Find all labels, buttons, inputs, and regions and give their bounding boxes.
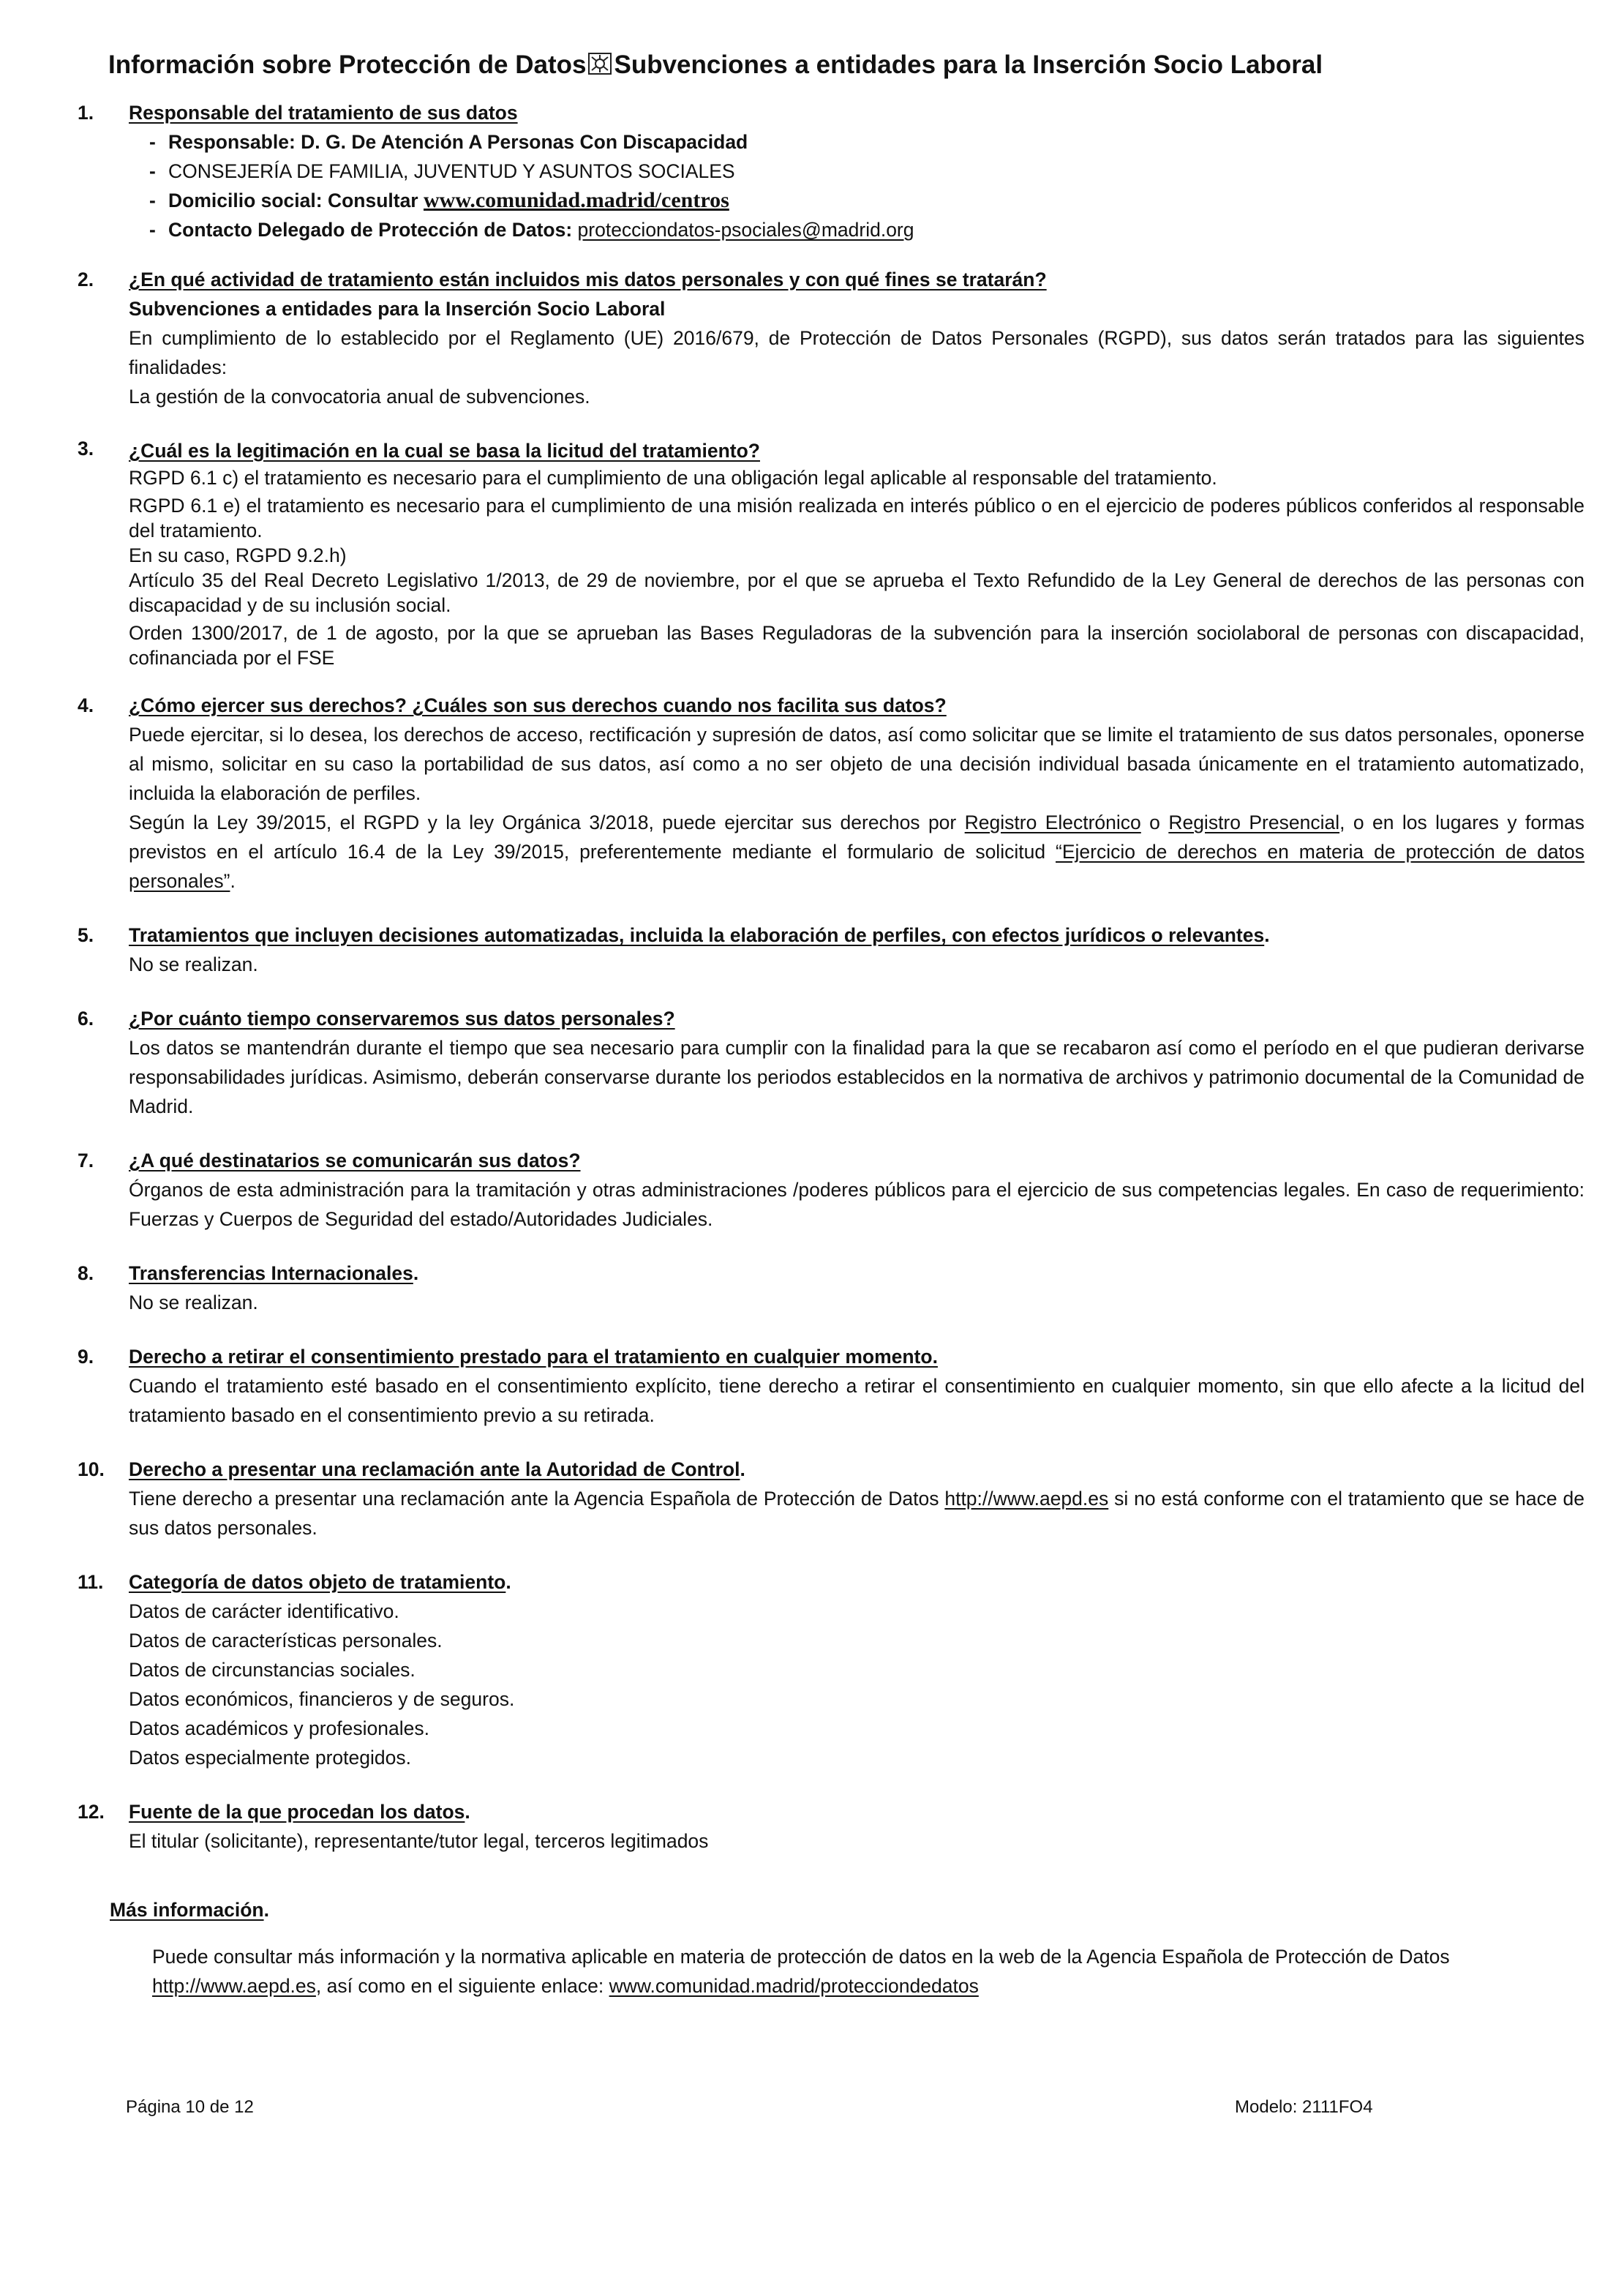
text-run: o [1140, 811, 1169, 833]
more-info-heading [110, 1895, 1500, 1924]
heading-text: Derecho a presentar una reclamación ante la Autoridad de Control [129, 1458, 740, 1480]
contacto-email-link[interactable]: protecciondatos-psociales@madrid.org [577, 219, 914, 241]
list-item: Datos de características personales. [129, 1630, 443, 1652]
section-paragraph: No se realizan. [129, 1292, 258, 1313]
sections-list [78, 98, 1584, 1856]
section-subheading: Subvenciones a entidades para la Inserción Socio Laboral [129, 298, 666, 320]
heading-text: Transferencias Internacionales [129, 1262, 413, 1284]
section-2 [78, 265, 1584, 411]
section-number: 3. [78, 438, 94, 460]
title-left: Información sobre Protección de Datos [108, 50, 587, 79]
contacto-item [149, 215, 1584, 244]
section-heading: ¿A qué destinatarios se comunicarán sus datos? [129, 1150, 581, 1172]
heading-tail: . [1264, 924, 1270, 946]
domicilio-label: Domicilio social: Consultar [168, 190, 424, 211]
section-paragraph: Puede ejercitar, si lo desea, los derechos de acceso, rectificación y supresión de datos, así como solicitar que se limite el tratamiento de sus datos personales, oponerse al mismo, solicitar en su caso la portabilidad de sus datos, así como a no ser objeto de una decisión individual basada únicamente en el tratamiento automatizado, incluida la elaboración de perfiles. [129, 724, 1584, 804]
registro-electronico-link[interactable]: Registro Electrónico [964, 811, 1141, 833]
text-run: Tiene derecho a presentar una reclamación ante la Agencia Española de Protección de Datos [129, 1488, 945, 1510]
section-paragraph [129, 808, 1584, 896]
section-paragraph: Cuando el tratamiento esté basado en el consentimiento explícito, tiene derecho a retirar el consentimiento en cualquier momento, sin que ello afecte a la licitud del tratamiento basado en el consentimiento previo a su retirada. [129, 1375, 1584, 1426]
aepd-more-link[interactable]: http://www.aepd.es [152, 1975, 316, 1997]
section-paragraph: En cumplimiento de lo establecido por el Reglamento (UE) 2016/679, de Protección de Datos Personales (RGPD), sus datos serán tratados para las siguientes finalidades: [129, 327, 1584, 378]
formulario-derechos-link[interactable]: “Ejercicio de derechos en materia de protección de datos personales” [129, 841, 1584, 892]
text-run: si no está conforme con el tratamiento que se hace de sus datos personales. [129, 1488, 1584, 1539]
contacto-label: Contacto Delegado de Protección de Datos: [168, 219, 578, 241]
section-8 [78, 1259, 1584, 1317]
text-run: Puede consultar más información y la normativa aplicable en materia de protección de datos en la web de la Agencia Española de Protección de Datos [152, 1946, 1450, 1968]
section-number: 5. [78, 924, 94, 946]
heading-tail: . [465, 1801, 470, 1823]
section-paragraph: RGPD 6.1 e) el tratamiento es necesario para el cumplimiento de una misión realizada en interés público o en el ejercicio de poderes públicos conferidos al responsable del tratamiento. [129, 495, 1584, 541]
proteccion-datos-link[interactable]: www.comunidad.madrid/protecciondedatos [609, 1975, 979, 1997]
section-11 [78, 1567, 1584, 1772]
section-paragraph [129, 1484, 1584, 1542]
heading-tail: . [263, 1899, 269, 1921]
section-4 [78, 691, 1584, 896]
section-3 [78, 436, 1584, 670]
section-number: 12. [78, 1801, 105, 1823]
text-run: Según la Ley 39/2015, el RGPD y la ley Orgánica 3/2018, puede ejercitar sus derechos por [129, 811, 965, 833]
list-item: Datos económicos, financieros y de seguros. [129, 1688, 515, 1710]
section-heading [129, 1259, 1584, 1288]
section-10 [78, 1455, 1584, 1542]
section-1 [78, 98, 1584, 244]
section-heading: ¿Cuál es la legitimación en la cual se basa la licitud del tratamiento? [129, 440, 760, 462]
aepd-link[interactable]: http://www.aepd.es [944, 1488, 1109, 1510]
section-number: 6. [78, 1008, 94, 1030]
list-item: Datos académicos y profesionales. [129, 1717, 429, 1739]
section-number: 1. [78, 102, 94, 124]
more-info [110, 1895, 1500, 2001]
heading-text: Categoría de datos objeto de tratamiento [129, 1571, 506, 1593]
model-code: Modelo: 2111FO4 [1235, 2097, 1373, 2117]
section-paragraph: El titular (solicitante), representante/tutor legal, terceros legitimados [129, 1830, 709, 1852]
section-number: 4. [78, 694, 94, 716]
section-7 [78, 1146, 1584, 1234]
text-run: , o en los lugares y formas previstos en el artículo 16.4 de la Ley 39/2015, preferentemente mediante el formulario de solicitud [129, 811, 1585, 863]
section-heading: Derecho a retirar el consentimiento prestado para el tratamiento en cualquier momento. [129, 1346, 938, 1368]
heading-text: Más información [110, 1899, 264, 1921]
section-number: 9. [78, 1346, 94, 1368]
section-12 [78, 1797, 1584, 1856]
section-heading [129, 1797, 1584, 1826]
section-paragraph: Órganos de esta administración para la tramitación y otras administraciones /poderes públicos para el ejercicio de sus competencias legales. En caso de requerimiento: Fuerzas y Cuerpos de Seguridad del estado/Autoridades Judiciales. [129, 1179, 1584, 1230]
list-item: Datos de circunstancias sociales. [129, 1659, 416, 1681]
section-heading: ¿Por cuánto tiempo conservaremos sus datos personales? [129, 1008, 675, 1030]
section-heading: ¿Cómo ejercer sus derechos? ¿Cuáles son sus derechos cuando nos facilita sus datos? [129, 694, 947, 716]
section-6 [78, 1004, 1584, 1121]
section-paragraph: Los datos se mantendrán durante el tiempo que sea necesario para cumplir con la finalidad para la que se recabaron así como el período en el que pudieran derivarse responsabilidades jurídicas. Asimismo, deberán conservarse durante los periodos establecidos en la normativa de archivos y patrimonio documental de la Comunidad de Madrid. [129, 1037, 1584, 1117]
heading-tail: . [413, 1262, 419, 1284]
consejeria-item: - CONSEJERÍA DE FAMILIA, JUVENTUD Y ASUNTOS SOCIALES [149, 157, 1584, 186]
heading-text: Fuente de la que procedan los datos [129, 1801, 465, 1823]
page-number: Página 10 de 12 [126, 2097, 254, 2117]
section-number: 11. [78, 1571, 104, 1593]
section-paragraph: RGPD 6.1 c) el tratamiento es necesario para el cumplimiento de una obligación legal aplicable al responsable del tratamiento. [129, 467, 1217, 489]
text-run: , así como en el siguiente enlace: [315, 1975, 609, 1997]
registro-presencial-link[interactable]: Registro Presencial [1168, 811, 1340, 833]
list-item: Datos de carácter identificativo. [129, 1600, 399, 1622]
section-paragraph: Orden 1300/2017, de 1 de agosto, por la que se aprueban las Bases Reguladoras de la subvención para la inserción sociolaboral de personas con discapacidad, cofinanciada por el FSE [129, 622, 1584, 669]
section-heading [129, 921, 1584, 950]
section-paragraph: No se realizan. [129, 953, 258, 975]
more-info-paragraph [110, 1942, 1500, 2001]
section-paragraph: Artículo 35 del Real Decreto Legislativo 1/2013, de 29 de noviembre, por el que se aprueba el Texto Refundido de la Ley General de derechos de las personas con discapacidad y de su inclusión social. [129, 569, 1584, 616]
section-heading: ¿En qué actividad de tratamiento están incluidos mis datos personales y con qué fines se tratarán? [129, 269, 1047, 290]
list-item: Datos especialmente protegidos. [129, 1747, 411, 1769]
title-right: Subvenciones a entidades para la Inserción Socio Laboral [614, 50, 1323, 79]
section-number: 7. [78, 1150, 94, 1172]
section-5 [78, 921, 1584, 979]
responsible-list [129, 127, 1584, 244]
page-title [108, 47, 1542, 83]
section-number: 8. [78, 1262, 94, 1284]
responsible-item: - Responsable: D. G. De Atención A Personas Con Discapacidad [149, 127, 1584, 157]
text-run: . [230, 870, 236, 892]
section-9 [78, 1342, 1584, 1430]
section-paragraph: La gestión de la convocatoria anual de subvenciones. [129, 386, 590, 408]
heading-tail: . [505, 1571, 511, 1593]
section-heading [129, 1455, 1584, 1484]
heading-tail: . [740, 1458, 745, 1480]
heading-text: Tratamientos que incluyen decisiones automatizadas, incluida la elaboración de perfiles, con efectos jurídicos o relevantes [129, 924, 1265, 946]
domicilio-item [149, 186, 1584, 215]
centros-link[interactable]: www.comunidad.madrid/centros [423, 188, 729, 212]
section-number: 10. [78, 1458, 105, 1480]
section-heading [129, 1567, 1584, 1597]
section-heading: Responsable del tratamiento de sus datos [129, 102, 518, 124]
section-number: 2. [78, 269, 94, 290]
separator-glyph-icon [587, 51, 612, 76]
section-paragraph: En su caso, RGPD 9.2.h) [129, 544, 347, 566]
